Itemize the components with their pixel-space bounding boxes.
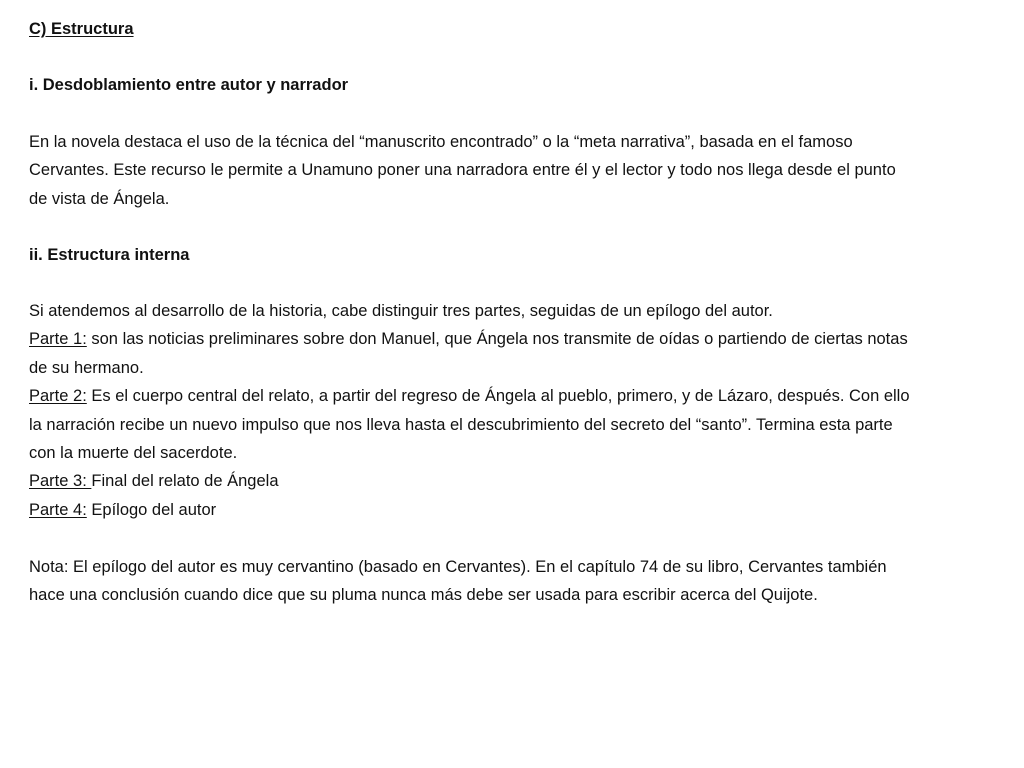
note-line: Nota: El epílogo del autor es muy cervantino (basado en Cervantes). En el capítulo 74 de su libro, Cervantes también	[29, 558, 887, 576]
section-title: C) Estructura	[29, 20, 134, 38]
subsection-title-desdoblamiento: i. Desdoblamiento entre autor y narrador	[29, 76, 349, 94]
part-1-label: Parte 1:	[29, 330, 87, 349]
part-1-text-cont: de su hermano.	[29, 358, 144, 377]
part-4-label: Parte 4:	[29, 500, 87, 519]
part-1-line	[29, 325, 1019, 353]
part-2-line	[29, 382, 1019, 410]
note-paragraph	[29, 553, 1019, 610]
part-3-line	[29, 467, 1019, 495]
subsection-title-estructura-interna: ii. Estructura interna	[29, 246, 190, 264]
part-4-text: Epílogo del autor	[86, 500, 217, 519]
part-2-text-cont: con la muerte del sacerdote.	[29, 444, 238, 463]
paragraph-desdoblamiento	[29, 128, 1019, 213]
paragraph-line: En la novela destaca el uso de la técnica del “manuscrito encontrado” o la “meta narrativa”, basada en el famoso	[29, 133, 853, 151]
part-1-text: son las noticias preliminares sobre don Manuel, que Ángela nos transmite de oídas o partiendo de ciertas notas	[86, 330, 908, 349]
part-4-line	[29, 496, 1019, 524]
part-2-text-cont: la narración recibe un nuevo impulso que nos lleva hasta el descubrimiento del secreto del “santo”. Termina esta parte	[29, 415, 893, 434]
paragraph-line: Cervantes. Este recurso le permite a Unamuno poner una narradora entre él y el lector y todo nos llega desde el punto	[29, 161, 896, 180]
part-2-text: Es el cuerpo central del relato, a partir del regreso de Ángela al pueblo, primero, y de Lázaro, después. Con ello	[86, 387, 910, 406]
part-3-text: Final del relato de Ángela	[91, 472, 279, 491]
parts-intro: Si atendemos al desarrollo de la historia, cabe distinguir tres partes, seguidas de un epílogo del autor.	[29, 302, 773, 320]
paragraph-line: de vista de Ángela.	[29, 189, 170, 208]
note-line: hace una conclusión cuando dice que su pluma nunca más debe ser usada para escribir acerca del Quijote.	[29, 586, 818, 605]
part-3-label: Parte 3:	[29, 472, 92, 491]
part-2-label: Parte 2:	[29, 387, 87, 406]
parts-list	[29, 297, 1019, 524]
